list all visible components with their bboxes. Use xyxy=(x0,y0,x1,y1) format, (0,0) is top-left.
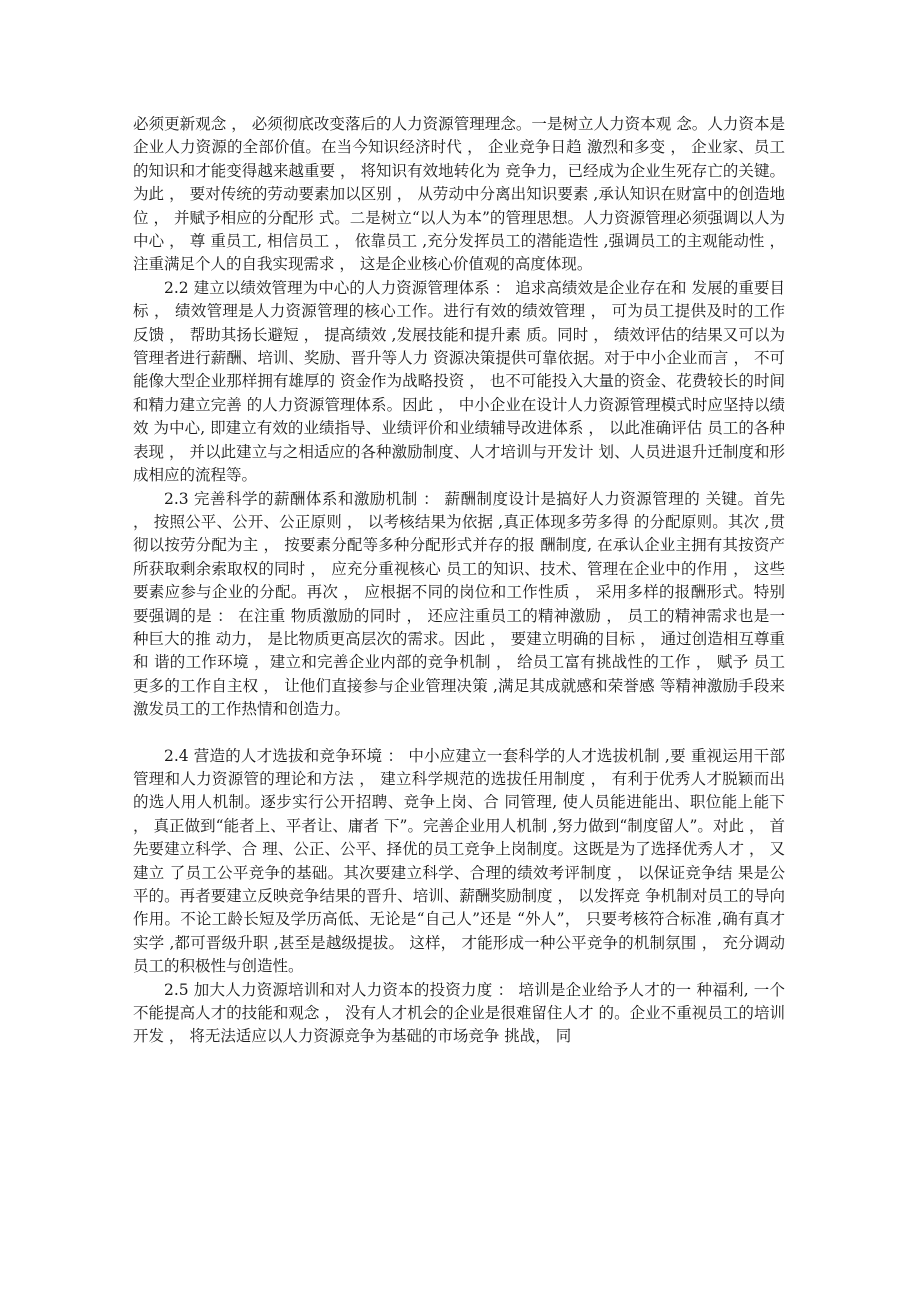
document-page xyxy=(133,113,785,1049)
paragraph-2-3-compensation: 2.3 完善科学的薪酬体系和激励机制 ： 薪酬制度设计是搞好人力资源管理的 关键。首先 ， 按照公平、公开、公正原则 ， 以考核结果为依据 ,真正体现多劳多得 的分配原则。其次 ,贯彻以按劳分配为主 ， 按要素分配等多种分配形式并存的报 酬制度, 在承认企业主拥有其按资产所获取剩余索取权的同时 ， 应充分重视核心 员工的知识、技术、管理在企业中的作用 ， 这些要素应参与企业的分配。再次 ， 应根据不同的岗位和工作性质 ， 采用多样的报酬形式。特别要强调的是 ： 在注重 物质激励的同时 ， 还应注重员工的精神激励 ， 员工的精神需求也是一种巨大的推 动力， 是比物质更高层次的需求。因此 ， 要建立明确的目标 ， 通过创造相互尊重和 谐的工作环境 ，建立和完善企业内部的竞争机制 ， 给员工富有挑战性的工作 ， 赋予 员工更多的工作自主权 ， 让他们直接参与企业管理决策 ,满足其成就感和荣誉感 等精神激励手段来激发员工的工作热情和创造力。 xyxy=(133,489,785,719)
paragraph-2-5-training: 2.5 加大人力资源培训和对人力资本的投资力度 ： 培训是企业给予人才的一 种福利, 一个不能提高人才的技能和观念 ， 没有人才机会的企业是很难留住人才 的。企业不重视员工的培训开发 ， 将无法适应以人力资源竞争为基础的市场竞争 挑战， 同 xyxy=(133,980,785,1046)
paragraph-human-capital: 必须更新观念 ， 必须彻底改变落后的人力资源管理理念。一是树立人力资本观 念。人力资本是企业人力资源的全部价值。在当今知识经济时代 ， 企业竞争日趋 激烈和多变 ， 企业家、员工的知识和才能变得越来越重要 ， 将知识有效地转化为 竞争力，已经成为企业生死存亡的关键。为此 ， 要对传统的劳动要素加以区别 ， 从劳动中分离出知识要素 ,承认知识在财富中的创造地位 ， 并赋予相应的分配形 式。二是树立“以人为本”的管理思想。人力资源管理必须强调以人为中心 ， 尊 重员工, 相信员工 ， 依靠员工 ,充分发挥员工的潜能造性 ,强调员工的主观能动性 ， 注重满足个人的自我实现需求 ， 这是企业核心价值观的高度体现。 xyxy=(133,115,785,274)
paragraph-2-4-talent-selection: 2.4 营造的人才选拔和竞争环境 ： 中小应建立一套科学的人才选拔机制 ,要 重视运用干部管理和人力资源管的理论和方法 ， 建立科学规范的选拔任用制度 ， 有利于优秀人才脱颖而出的选人用人机制。逐步实行公开招聘、竞争上岗、合 同管理, 使人员能进能出、职位能上能下 ， 真正做到“能者上、平者让、庸者 下”。完善企业用人机制 ,努力做到“制度留人”。对此 ， 首先要建立科学、合 理、公正、公平、择优的员工竞争上岗制度。这既是为了选择优秀人才 ， 又建立 了员工公平竞争的基础。其次要建立科学、合理的绩效考评制度 ， 以保证竞争结 果是公平的。再者要建立反映竞争结果的晋升、培训、薪酬奖励制度 ， 以发挥竞 争机制对员工的导向作用。不论工龄长短及学历高低、无论是“自己人”还是 “外人”， 只要考核符合标准 ,确有真才实学 ,都可晋级升职 ,甚至是越级提拔。 这样， 才能形成一种公平竞争的机制氛围 ， 充分调动员工的积极性与创造性。 xyxy=(133,746,785,976)
paragraph-2-2-performance: 2.2 建立以绩效管理为中心的人力资源管理体系 ： 追求高绩效是企业存在和 发展的重要目标 ， 绩效管理是人力资源管理的核心工作。进行有效的绩效管理 ， 可为员工提供及时的工作反馈 ， 帮助其扬长避短 ， 提高绩效 ,发展技能和提升素 质。同时 ， 绩效评估的结果又可以为管理者进行薪酬、培训、奖励、晋升等人力 资源决策提供可靠依据。对于中小企业而言 ， 不可能像大型企业那样拥有雄厚的 资金作为战略投资 ， 也不可能投入大量的资金、花费较长的时间和精力建立完善 的人力资源管理体系。因此 ， 中小企业在设计人力资源管理模式时应坚持以绩效 为中心, 即建立有效的业绩指导、业绩评价和业绩辅导改进体系 ， 以此准确评估 员工的各种表现 ， 并以此建立与之相适应的各种激励制度、人才培训与开发计 划、人员进退升迁制度和形成相应的流程等。 xyxy=(133,278,785,485)
